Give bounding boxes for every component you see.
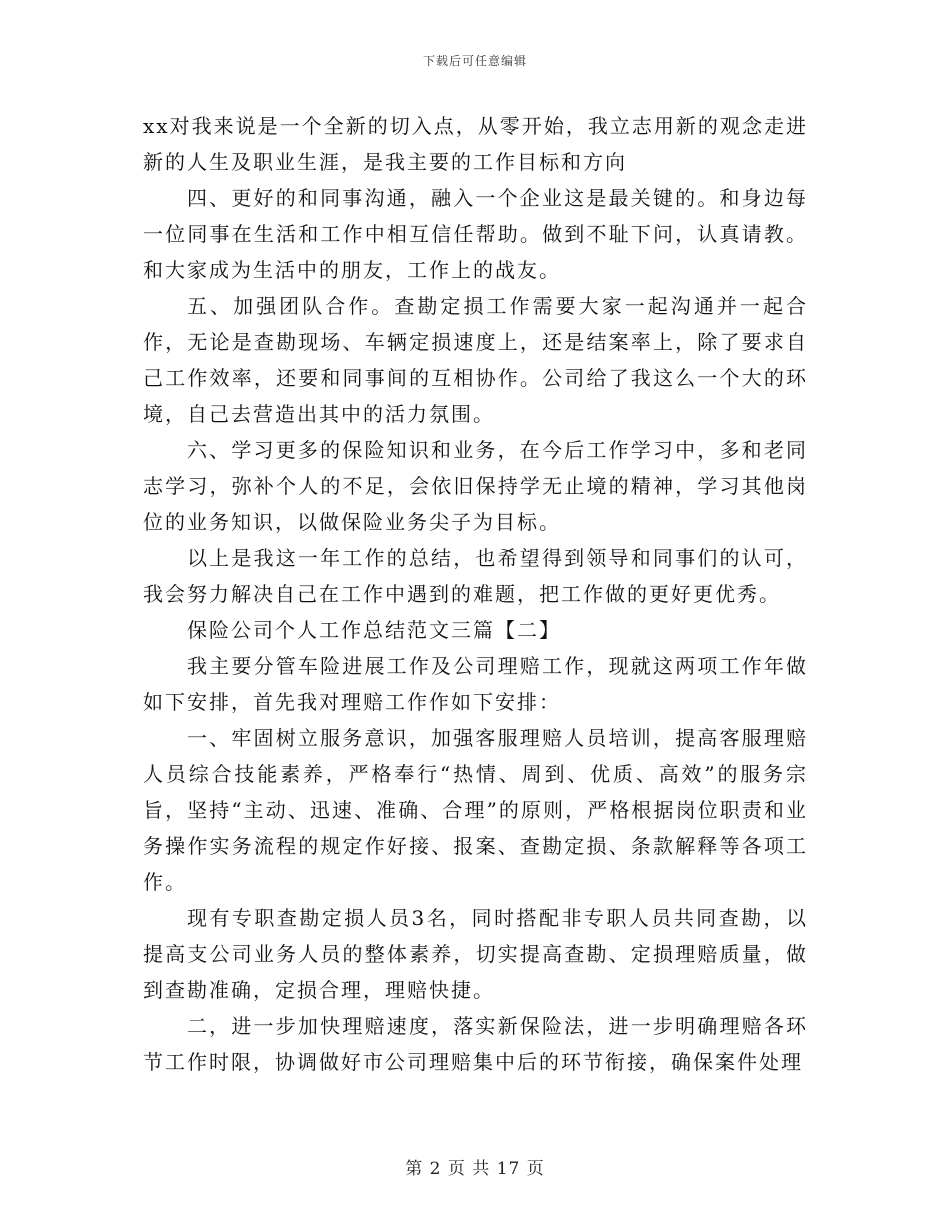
paragraph: 二，进一步加快理赔速度，落实新保险法，进一步明确理赔各环节工作时限，协调做好市公司理赔集中后的环节衔接，确保案件处理 (143, 1014, 808, 1074)
paragraph: 现有专职查勘定损人员3名，同时搭配非专职人员共同查勘，以提高支公司业务人员的整体素养，切实提高查勘、定损理赔质量，做到查勘准确，定损合理，理赔快捷。 (143, 906, 808, 1002)
paragraph: 五、加强团队合作。查勘定损工作需要大家一起沟通并一起合作，无论是查勘现场、车辆定损速度上，还是结案率上，除了要求自己工作效率，还要和同事间的互相协作。公司给了我这么一个大的环境，自己去营造出其中的活力氛围。 (143, 294, 808, 426)
paragraph: 六、学习更多的保险知识和业务，在今后工作学习中，多和老同志学习，弥补个人的不足，会依旧保持学无止境的精神，学习其他岗位的业务知识，以做保险业务尖子为目标。 (143, 438, 808, 534)
paragraph: 一、牢固树立服务意识，加强客服理赔人员培训，提高客服理赔人员综合技能素养，严格奉行“热情、周到、优质、高效”的服务宗旨，坚持“主动、迅速、准确、合理”的原则，严格根据岗位职责和业务操作实务流程的规定作好接、报案、查勘定损、条款解释等各项工作。 (143, 726, 808, 894)
page-number: 第 2 页 共 17 页 (405, 1159, 545, 1179)
paragraph: 我主要分管车险进展工作及公司理赔工作，现就这两项工作年做如下安排，首先我对理赔工作作如下安排： (143, 654, 808, 714)
section-heading: 保险公司个人工作总结范文三篇【二】 (187, 618, 561, 642)
header-note: 下载后可任意编辑 (422, 54, 527, 68)
paragraph: xx对我来说是一个全新的切入点，从零开始，我立志用新的观念走进新的人生及职业生涯，是我主要的工作目标和方向 (143, 114, 808, 174)
paragraph: 四、更好的和同事沟通，融入一个企业这是最关键的。和身边每一位同事在生活和工作中相互信任帮助。做到不耻下问，认真请教。和大家成为生活中的朋友，工作上的战友。 (143, 186, 808, 282)
paragraph: 以上是我这一年工作的总结，也希望得到领导和同事们的认可，我会努力解决自己在工作中遇到的难题，把工作做的更好更优秀。 (143, 546, 808, 606)
document-body (143, 108, 808, 1080)
